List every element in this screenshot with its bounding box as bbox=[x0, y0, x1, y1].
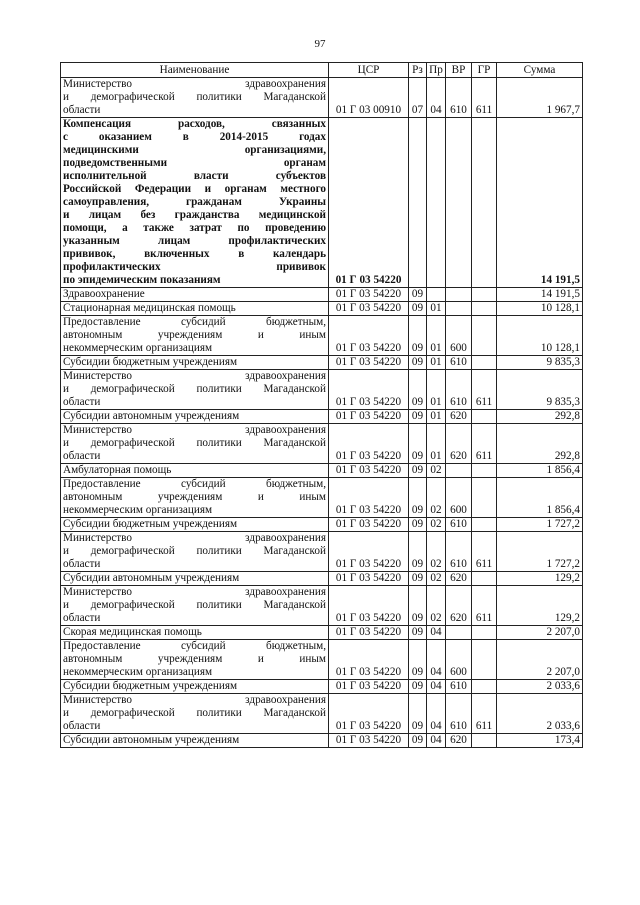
row-pr-cell: 02 bbox=[427, 572, 446, 586]
row-name-line: области bbox=[63, 450, 101, 462]
row-rz-cell: 09 bbox=[409, 424, 427, 464]
row-name-line: профилактических прививок bbox=[63, 261, 326, 273]
row-sum-cell: 1 856,4 bbox=[497, 478, 583, 518]
row-pr-cell: 04 bbox=[427, 78, 446, 118]
table-row bbox=[61, 626, 583, 640]
row-gr-cell bbox=[472, 478, 497, 518]
table-row bbox=[61, 370, 583, 410]
table-row bbox=[61, 680, 583, 694]
row-pr-cell: 01 bbox=[427, 424, 446, 464]
table-row bbox=[61, 518, 583, 532]
table-row bbox=[61, 118, 583, 288]
row-csr-cell: 01 Г 03 54220 bbox=[329, 288, 409, 302]
row-name-line: некоммерческим организациям bbox=[63, 666, 213, 678]
row-gr-cell bbox=[472, 356, 497, 370]
header-rz: Рз bbox=[409, 63, 427, 78]
row-rz-cell: 09 bbox=[409, 694, 427, 734]
row-rz-cell: 09 bbox=[409, 356, 427, 370]
row-csr-cell: 01 Г 03 54220 bbox=[329, 640, 409, 680]
row-vr-cell bbox=[446, 118, 472, 288]
row-name-line: Субсидии автономным учреждениям bbox=[63, 734, 240, 746]
table-row bbox=[61, 316, 583, 356]
table-row bbox=[61, 424, 583, 464]
row-vr-cell: 610 bbox=[446, 370, 472, 410]
row-name-line: и демографической политики Магаданской bbox=[63, 545, 326, 557]
row-csr-cell: 01 Г 03 54220 bbox=[329, 572, 409, 586]
row-name-line: Министерство здравоохранения bbox=[63, 532, 326, 544]
row-name-cell bbox=[61, 464, 329, 478]
row-sum-cell: 1 727,2 bbox=[497, 532, 583, 572]
row-name-line: области bbox=[63, 558, 101, 570]
row-name-line: и демографической политики Магаданской bbox=[63, 437, 326, 449]
row-name-cell bbox=[61, 586, 329, 626]
row-vr-cell: 610 bbox=[446, 532, 472, 572]
row-vr-cell bbox=[446, 288, 472, 302]
row-name-line: и лицам без гражданства медицинской bbox=[63, 209, 326, 221]
table-row bbox=[61, 410, 583, 424]
row-rz-cell: 09 bbox=[409, 370, 427, 410]
row-gr-cell bbox=[472, 572, 497, 586]
table-row bbox=[61, 478, 583, 518]
row-name-cell bbox=[61, 302, 329, 316]
row-vr-cell: 610 bbox=[446, 356, 472, 370]
row-name-line: автономным учреждениям и иным bbox=[63, 653, 326, 665]
row-rz-cell: 09 bbox=[409, 572, 427, 586]
row-sum-cell: 2 033,6 bbox=[497, 694, 583, 734]
row-name-line: помощи, а также затрат по проведению bbox=[63, 222, 326, 234]
row-rz-cell: 09 bbox=[409, 626, 427, 640]
row-name-line: области bbox=[63, 396, 101, 408]
row-csr-cell: 01 Г 03 54220 bbox=[329, 118, 409, 288]
row-sum-cell: 292,8 bbox=[497, 410, 583, 424]
row-pr-cell: 01 bbox=[427, 410, 446, 424]
row-name-cell bbox=[61, 532, 329, 572]
row-rz-cell: 09 bbox=[409, 586, 427, 626]
row-name-line: Министерство здравоохранения bbox=[63, 694, 326, 706]
row-csr-cell: 01 Г 03 54220 bbox=[329, 694, 409, 734]
row-name-line: некоммерческим организациям bbox=[63, 342, 213, 354]
budget-table bbox=[60, 62, 583, 748]
row-name-line: области bbox=[63, 612, 101, 624]
row-name-cell bbox=[61, 680, 329, 694]
row-gr-cell bbox=[472, 118, 497, 288]
row-gr-cell bbox=[472, 410, 497, 424]
header-name: Наименование bbox=[61, 63, 329, 78]
row-sum-cell: 9 835,3 bbox=[497, 370, 583, 410]
row-name-cell bbox=[61, 370, 329, 410]
row-name-line: Субсидии бюджетным учреждениям bbox=[63, 356, 238, 368]
table-row bbox=[61, 356, 583, 370]
row-gr-cell bbox=[472, 316, 497, 356]
row-vr-cell: 610 bbox=[446, 680, 472, 694]
row-name-line: Предоставление субсидий бюджетным, bbox=[63, 640, 326, 652]
row-name-line: автономным учреждениям и иным bbox=[63, 329, 326, 341]
row-name-line: Предоставление субсидий бюджетным, bbox=[63, 316, 326, 328]
row-gr-cell: 611 bbox=[472, 586, 497, 626]
row-vr-cell: 620 bbox=[446, 424, 472, 464]
row-name-line: Здравоохранение bbox=[63, 288, 145, 300]
row-name-line: Скорая медицинская помощь bbox=[63, 626, 202, 638]
row-name-line: Субсидии бюджетным учреждениям bbox=[63, 518, 238, 530]
row-sum-cell: 2 207,0 bbox=[497, 640, 583, 680]
row-sum-cell: 2 033,6 bbox=[497, 680, 583, 694]
row-name-cell bbox=[61, 734, 329, 748]
row-vr-cell: 620 bbox=[446, 734, 472, 748]
table-row bbox=[61, 640, 583, 680]
row-name-line: области bbox=[63, 720, 101, 732]
row-name-line: Субсидии бюджетным учреждениям bbox=[63, 680, 238, 692]
row-gr-cell: 611 bbox=[472, 424, 497, 464]
row-csr-cell: 01 Г 03 00910 bbox=[329, 78, 409, 118]
row-sum-cell: 129,2 bbox=[497, 572, 583, 586]
row-gr-cell: 611 bbox=[472, 78, 497, 118]
row-vr-cell: 620 bbox=[446, 410, 472, 424]
row-csr-cell: 01 Г 03 54220 bbox=[329, 356, 409, 370]
row-gr-cell bbox=[472, 288, 497, 302]
row-csr-cell: 01 Г 03 54220 bbox=[329, 302, 409, 316]
header-gr: ГР bbox=[472, 63, 497, 78]
row-name-cell bbox=[61, 572, 329, 586]
row-name-line: подведомственными органам bbox=[63, 157, 326, 169]
row-csr-cell: 01 Г 03 54220 bbox=[329, 410, 409, 424]
row-name-cell bbox=[61, 356, 329, 370]
row-pr-cell: 02 bbox=[427, 586, 446, 626]
row-sum-cell: 1 727,2 bbox=[497, 518, 583, 532]
table-header-row bbox=[61, 63, 583, 78]
row-name-line: Министерство здравоохранения bbox=[63, 424, 326, 436]
row-csr-cell: 01 Г 03 54220 bbox=[329, 424, 409, 464]
row-vr-cell: 620 bbox=[446, 586, 472, 626]
table-row bbox=[61, 734, 583, 748]
row-sum-cell: 9 835,3 bbox=[497, 356, 583, 370]
row-vr-cell bbox=[446, 626, 472, 640]
table-row bbox=[61, 572, 583, 586]
row-name-line: и демографической политики Магаданской bbox=[63, 599, 326, 611]
row-name-line: Министерство здравоохранения bbox=[63, 370, 326, 382]
row-vr-cell: 610 bbox=[446, 518, 472, 532]
row-csr-cell: 01 Г 03 54220 bbox=[329, 464, 409, 478]
row-name-cell bbox=[61, 626, 329, 640]
row-rz-cell: 09 bbox=[409, 680, 427, 694]
row-rz-cell: 09 bbox=[409, 302, 427, 316]
row-pr-cell bbox=[427, 288, 446, 302]
header-sum: Сумма bbox=[497, 63, 583, 78]
row-name-line: указанным лицам профилактических bbox=[63, 235, 326, 247]
row-name-line: Амбулаторная помощь bbox=[63, 464, 172, 476]
row-name-line: прививок, включенных в календарь bbox=[63, 248, 326, 260]
row-csr-cell: 01 Г 03 54220 bbox=[329, 370, 409, 410]
row-name-cell bbox=[61, 316, 329, 356]
row-name-cell bbox=[61, 694, 329, 734]
row-name-cell bbox=[61, 118, 329, 288]
row-pr-cell: 01 bbox=[427, 302, 446, 316]
table-body bbox=[61, 78, 583, 748]
row-pr-cell: 04 bbox=[427, 640, 446, 680]
row-rz-cell: 07 bbox=[409, 78, 427, 118]
row-gr-cell bbox=[472, 626, 497, 640]
row-pr-cell: 04 bbox=[427, 694, 446, 734]
row-rz-cell: 09 bbox=[409, 640, 427, 680]
row-csr-cell: 01 Г 03 54220 bbox=[329, 316, 409, 356]
table-row bbox=[61, 78, 583, 118]
row-vr-cell bbox=[446, 464, 472, 478]
row-name-line: Предоставление субсидий бюджетным, bbox=[63, 478, 326, 490]
row-name-line: Министерство здравоохранения bbox=[63, 78, 326, 90]
row-pr-cell: 04 bbox=[427, 734, 446, 748]
table-row bbox=[61, 532, 583, 572]
row-pr-cell: 01 bbox=[427, 316, 446, 356]
row-name-line: Компенсация расходов, связанных bbox=[63, 118, 326, 130]
table-row bbox=[61, 586, 583, 626]
row-name-cell bbox=[61, 288, 329, 302]
row-pr-cell: 01 bbox=[427, 370, 446, 410]
row-sum-cell: 14 191,5 bbox=[497, 118, 583, 288]
row-vr-cell: 610 bbox=[446, 694, 472, 734]
row-rz-cell: 09 bbox=[409, 410, 427, 424]
row-rz-cell: 09 bbox=[409, 478, 427, 518]
row-rz-cell: 09 bbox=[409, 316, 427, 356]
row-csr-cell: 01 Г 03 54220 bbox=[329, 518, 409, 532]
row-vr-cell: 600 bbox=[446, 640, 472, 680]
row-pr-cell: 04 bbox=[427, 626, 446, 640]
row-name-line: и демографической политики Магаданской bbox=[63, 91, 326, 103]
row-sum-cell: 292,8 bbox=[497, 424, 583, 464]
row-name-line: Российской Федерации и органам местного bbox=[63, 183, 326, 195]
row-name-line: исполнительной власти субъектов bbox=[63, 170, 326, 182]
row-vr-cell bbox=[446, 302, 472, 316]
row-vr-cell: 610 bbox=[446, 78, 472, 118]
row-vr-cell: 600 bbox=[446, 316, 472, 356]
row-pr-cell: 02 bbox=[427, 532, 446, 572]
row-csr-cell: 01 Г 03 54220 bbox=[329, 734, 409, 748]
row-name-line: Субсидии автономным учреждениям bbox=[63, 410, 240, 422]
row-name-line: Стационарная медицинская помощь bbox=[63, 302, 236, 314]
row-sum-cell: 14 191,5 bbox=[497, 288, 583, 302]
row-csr-cell: 01 Г 03 54220 bbox=[329, 532, 409, 572]
row-csr-cell: 01 Г 03 54220 bbox=[329, 680, 409, 694]
row-rz-cell: 09 bbox=[409, 518, 427, 532]
row-gr-cell: 611 bbox=[472, 532, 497, 572]
row-pr-cell: 02 bbox=[427, 478, 446, 518]
row-name-line: области bbox=[63, 104, 101, 116]
row-pr-cell: 01 bbox=[427, 356, 446, 370]
row-name-cell bbox=[61, 424, 329, 464]
row-sum-cell: 173,4 bbox=[497, 734, 583, 748]
row-name-line: самоуправления, гражданам Украины bbox=[63, 196, 326, 208]
row-name-cell bbox=[61, 478, 329, 518]
row-gr-cell bbox=[472, 680, 497, 694]
row-vr-cell: 620 bbox=[446, 572, 472, 586]
table-row bbox=[61, 288, 583, 302]
row-name-cell bbox=[61, 410, 329, 424]
row-pr-cell bbox=[427, 118, 446, 288]
row-name-line: по эпидемическим показаниям bbox=[63, 274, 221, 286]
row-sum-cell: 2 207,0 bbox=[497, 626, 583, 640]
row-rz-cell: 09 bbox=[409, 532, 427, 572]
row-rz-cell: 09 bbox=[409, 464, 427, 478]
row-gr-cell bbox=[472, 464, 497, 478]
row-name-cell bbox=[61, 518, 329, 532]
row-rz-cell: 09 bbox=[409, 288, 427, 302]
page-number: 97 bbox=[314, 38, 326, 50]
row-pr-cell: 02 bbox=[427, 518, 446, 532]
row-gr-cell bbox=[472, 640, 497, 680]
row-gr-cell bbox=[472, 518, 497, 532]
row-vr-cell: 600 bbox=[446, 478, 472, 518]
row-sum-cell: 1 967,7 bbox=[497, 78, 583, 118]
row-csr-cell: 01 Г 03 54220 bbox=[329, 586, 409, 626]
row-rz-cell bbox=[409, 118, 427, 288]
header-csr: ЦСР bbox=[329, 63, 409, 78]
row-sum-cell: 10 128,1 bbox=[497, 316, 583, 356]
row-name-line: и демографической политики Магаданской bbox=[63, 707, 326, 719]
header-pr: Пр bbox=[427, 63, 446, 78]
row-sum-cell: 10 128,1 bbox=[497, 302, 583, 316]
row-rz-cell: 09 bbox=[409, 734, 427, 748]
row-name-line: с оказанием в 2014-2015 годах bbox=[63, 131, 326, 143]
row-gr-cell: 611 bbox=[472, 694, 497, 734]
row-gr-cell: 611 bbox=[472, 370, 497, 410]
row-name-cell bbox=[61, 640, 329, 680]
row-name-line: некоммерческим организациям bbox=[63, 504, 213, 516]
table-row bbox=[61, 302, 583, 316]
table-row bbox=[61, 464, 583, 478]
row-name-cell bbox=[61, 78, 329, 118]
row-name-line: Министерство здравоохранения bbox=[63, 586, 326, 598]
header-vr: ВР bbox=[446, 63, 472, 78]
row-csr-cell: 01 Г 03 54220 bbox=[329, 626, 409, 640]
row-name-line: медицинскими организациями, bbox=[63, 144, 326, 156]
row-gr-cell bbox=[472, 734, 497, 748]
row-sum-cell: 1 856,4 bbox=[497, 464, 583, 478]
table-row bbox=[61, 694, 583, 734]
row-gr-cell bbox=[472, 302, 497, 316]
row-name-line: автономным учреждениям и иным bbox=[63, 491, 326, 503]
row-pr-cell: 04 bbox=[427, 680, 446, 694]
row-name-line: Субсидии автономным учреждениям bbox=[63, 572, 240, 584]
row-sum-cell: 129,2 bbox=[497, 586, 583, 626]
row-csr-cell: 01 Г 03 54220 bbox=[329, 478, 409, 518]
row-name-line: и демографической политики Магаданской bbox=[63, 383, 326, 395]
row-pr-cell: 02 bbox=[427, 464, 446, 478]
